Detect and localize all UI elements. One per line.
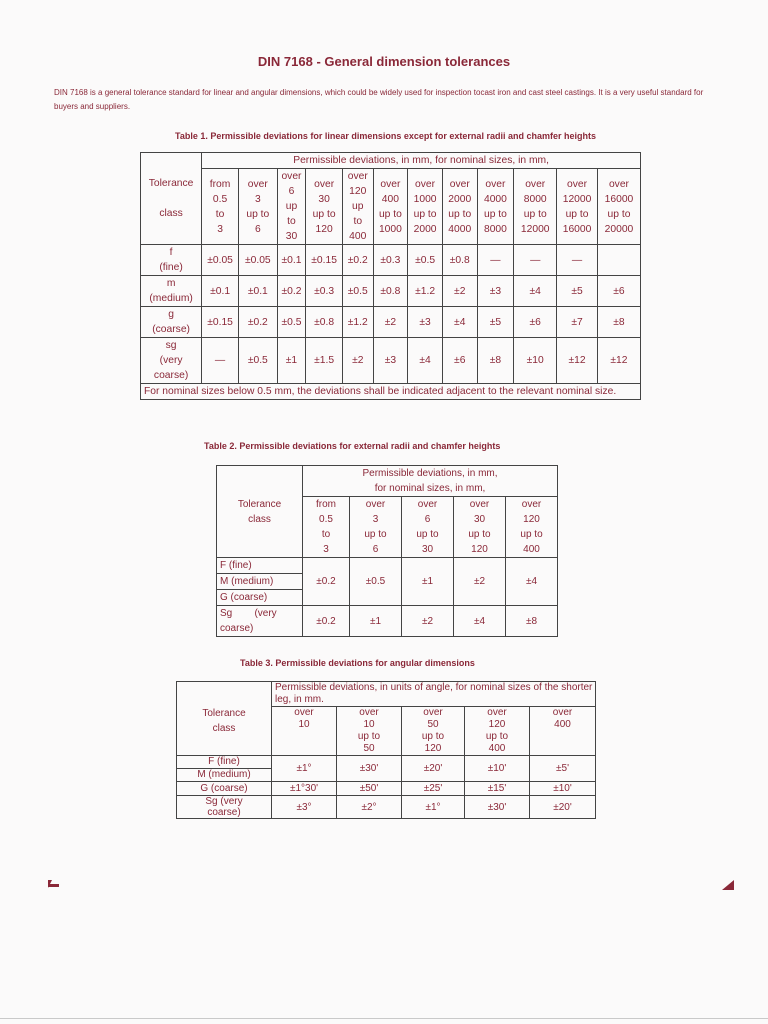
row-label: sg (very coarse) bbox=[141, 338, 202, 384]
table1-class-header: Tolerance class bbox=[141, 153, 202, 245]
cell: ±0.2 bbox=[238, 307, 277, 338]
table-row bbox=[141, 276, 641, 307]
cell: ±2° bbox=[337, 796, 402, 819]
cell: ±1° bbox=[272, 756, 337, 782]
table-row bbox=[217, 606, 558, 637]
cell: ±12 bbox=[557, 338, 598, 384]
cell: ±2 bbox=[454, 558, 506, 606]
table2-col-header: over 120 up to 400 bbox=[506, 497, 558, 558]
cell: ±0.2 bbox=[277, 276, 306, 307]
table2-class-header: Tolerance class bbox=[217, 466, 303, 558]
table2-col-header: over 6 up to 30 bbox=[402, 497, 454, 558]
table1-col-header: over 1000 up to 2000 bbox=[408, 169, 443, 245]
corner-mark-icon bbox=[722, 880, 734, 890]
cell: ±0.5 bbox=[342, 276, 373, 307]
cell: ±4 bbox=[506, 558, 558, 606]
table1-col-header: over 4000 up to 8000 bbox=[477, 169, 514, 245]
cell: ±3 bbox=[408, 307, 443, 338]
table1-span-header: Permissible deviations, in mm, for nominal sizes, in mm, bbox=[202, 153, 641, 169]
row-label: M (medium) bbox=[177, 769, 272, 782]
cell: ±0.5 bbox=[238, 338, 277, 384]
table2-caption: Table 2. Permissible deviations for external radii and chamfer heights bbox=[204, 441, 501, 451]
table3-class-header: Tolerance class bbox=[177, 682, 272, 756]
table-row bbox=[141, 307, 641, 338]
row-label: G (coarse) bbox=[217, 590, 303, 606]
cell: ±15' bbox=[465, 782, 530, 796]
cell: ±4 bbox=[408, 338, 443, 384]
cell: — bbox=[557, 245, 598, 276]
cell: ±4 bbox=[514, 276, 557, 307]
cell: ±5 bbox=[557, 276, 598, 307]
cell: ±5 bbox=[477, 307, 514, 338]
cell: ±0.1 bbox=[277, 245, 306, 276]
row-label: Sg (very coarse) bbox=[177, 796, 272, 819]
table1-col-header: over 2000 up to 4000 bbox=[442, 169, 477, 245]
table1-col-header: over 3 up to 6 bbox=[238, 169, 277, 245]
cell: ±2 bbox=[442, 276, 477, 307]
table-row bbox=[177, 796, 596, 819]
cell: ±20' bbox=[402, 756, 465, 782]
cell: ±0.5 bbox=[277, 307, 306, 338]
row-label: G (coarse) bbox=[177, 782, 272, 796]
cell: ±0.8 bbox=[373, 276, 408, 307]
row-label: M (medium) bbox=[217, 574, 303, 590]
table1-col-header: over 12000 up to 16000 bbox=[557, 169, 598, 245]
cell: ±0.3 bbox=[373, 245, 408, 276]
cell: ±2 bbox=[402, 606, 454, 637]
row-label: g (coarse) bbox=[141, 307, 202, 338]
table3-col-header: over 10 bbox=[272, 707, 337, 756]
table2 bbox=[216, 465, 558, 637]
table2-span-header: Permissible deviations, in mm, for nominal sizes, in mm, bbox=[303, 466, 558, 497]
table2-col-header: from 0.5 to 3 bbox=[303, 497, 350, 558]
row-label: f (fine) bbox=[141, 245, 202, 276]
cell: ±0.2 bbox=[342, 245, 373, 276]
table1-col-header: over 120 up to 400 bbox=[342, 169, 373, 245]
cell: ±1°30' bbox=[272, 782, 337, 796]
cell: ±1.2 bbox=[342, 307, 373, 338]
cell: ±3 bbox=[477, 276, 514, 307]
cell: ±10' bbox=[465, 756, 530, 782]
scan-edge-divider bbox=[0, 1018, 768, 1019]
row-label: F (fine) bbox=[217, 558, 303, 574]
cell: ±0.8 bbox=[306, 307, 343, 338]
table3-col-header: over 120 up to 400 bbox=[465, 707, 530, 756]
table1-col-header: over 16000 up to 20000 bbox=[597, 169, 640, 245]
cell: ±30' bbox=[465, 796, 530, 819]
cell: — bbox=[477, 245, 514, 276]
table3-caption: Table 3. Permissible deviations for angular dimensions bbox=[240, 658, 475, 668]
table1-col-header: over 400 up to 1000 bbox=[373, 169, 408, 245]
intro-paragraph: DIN 7168 is a general tolerance standard for linear and angular dimensions, which could be widely used for inspection tocast iron and cast steel castings. It is a very useful standard for buyers and suppliers. bbox=[54, 88, 704, 111]
cell: ±8 bbox=[506, 606, 558, 637]
cell: ±2 bbox=[342, 338, 373, 384]
cell bbox=[597, 245, 640, 276]
table1-footnote: For nominal sizes below 0.5 mm, the deviations shall be indicated adjacent to the relevant nominal size. bbox=[141, 384, 641, 400]
table3-col-header: over 50 up to 120 bbox=[402, 707, 465, 756]
cell: ±50' bbox=[337, 782, 402, 796]
table1-col-header: from 0.5 to 3 bbox=[202, 169, 239, 245]
cell: ±12 bbox=[597, 338, 640, 384]
cell: ±0.2 bbox=[303, 606, 350, 637]
table2-col-header: over 30 up to 120 bbox=[454, 497, 506, 558]
table1-col-header: over 6 up to 30 bbox=[277, 169, 306, 245]
cell: ±1 bbox=[277, 338, 306, 384]
cell: — bbox=[202, 338, 239, 384]
cell: ±6 bbox=[514, 307, 557, 338]
table-row bbox=[141, 338, 641, 384]
table-row bbox=[177, 756, 596, 769]
cell: ±6 bbox=[442, 338, 477, 384]
cell: ±1 bbox=[402, 558, 454, 606]
cell: ±0.8 bbox=[442, 245, 477, 276]
table-row bbox=[177, 782, 596, 796]
cell: ±7 bbox=[557, 307, 598, 338]
cell: ±2 bbox=[373, 307, 408, 338]
cell: ±0.1 bbox=[202, 276, 239, 307]
table1 bbox=[140, 152, 641, 400]
cell: ±3 bbox=[373, 338, 408, 384]
cell: ±8 bbox=[477, 338, 514, 384]
corner-mark-icon bbox=[48, 884, 59, 887]
cell: ±8 bbox=[597, 307, 640, 338]
table-row bbox=[217, 558, 558, 574]
page-title: DIN 7168 - General dimension tolerances bbox=[257, 54, 511, 69]
cell: ±25' bbox=[402, 782, 465, 796]
cell: ±6 bbox=[597, 276, 640, 307]
cell: ±0.05 bbox=[238, 245, 277, 276]
cell: ±1° bbox=[402, 796, 465, 819]
cell: ±3° bbox=[272, 796, 337, 819]
row-label: F (fine) bbox=[177, 756, 272, 769]
table-row bbox=[141, 245, 641, 276]
cell: ±0.15 bbox=[202, 307, 239, 338]
cell: ±30' bbox=[337, 756, 402, 782]
cell: ±0.05 bbox=[202, 245, 239, 276]
table3-col-header: over 400 bbox=[530, 707, 596, 756]
cell: ±10' bbox=[530, 782, 596, 796]
cell: ±0.3 bbox=[306, 276, 343, 307]
cell: ±0.2 bbox=[303, 558, 350, 606]
cell: ±4 bbox=[454, 606, 506, 637]
cell: ±10 bbox=[514, 338, 557, 384]
cell: ±1.2 bbox=[408, 276, 443, 307]
table1-col-header: over 30 up to 120 bbox=[306, 169, 343, 245]
table2-col-header: over 3 up to 6 bbox=[350, 497, 402, 558]
cell: ±4 bbox=[442, 307, 477, 338]
row-label: Sg (very coarse) bbox=[217, 606, 303, 637]
cell: ±0.15 bbox=[306, 245, 343, 276]
table3-span-header: Permissible deviations, in units of angle, for nominal sizes of the shorter leg, in mm. bbox=[272, 682, 596, 707]
table1-caption: Table 1. Permissible deviations for linear dimensions except for external radii and chamfer heights bbox=[175, 131, 596, 141]
cell: ±1.5 bbox=[306, 338, 343, 384]
cell: ±5' bbox=[530, 756, 596, 782]
table3-col-header: over 10 up to 50 bbox=[337, 707, 402, 756]
cell: — bbox=[514, 245, 557, 276]
cell: ±1 bbox=[350, 606, 402, 637]
cell: ±0.5 bbox=[408, 245, 443, 276]
cell: ±0.5 bbox=[350, 558, 402, 606]
row-label: m (medium) bbox=[141, 276, 202, 307]
table3 bbox=[176, 681, 596, 819]
cell: ±20' bbox=[530, 796, 596, 819]
table1-col-header: over 8000 up to 12000 bbox=[514, 169, 557, 245]
cell: ±0.1 bbox=[238, 276, 277, 307]
